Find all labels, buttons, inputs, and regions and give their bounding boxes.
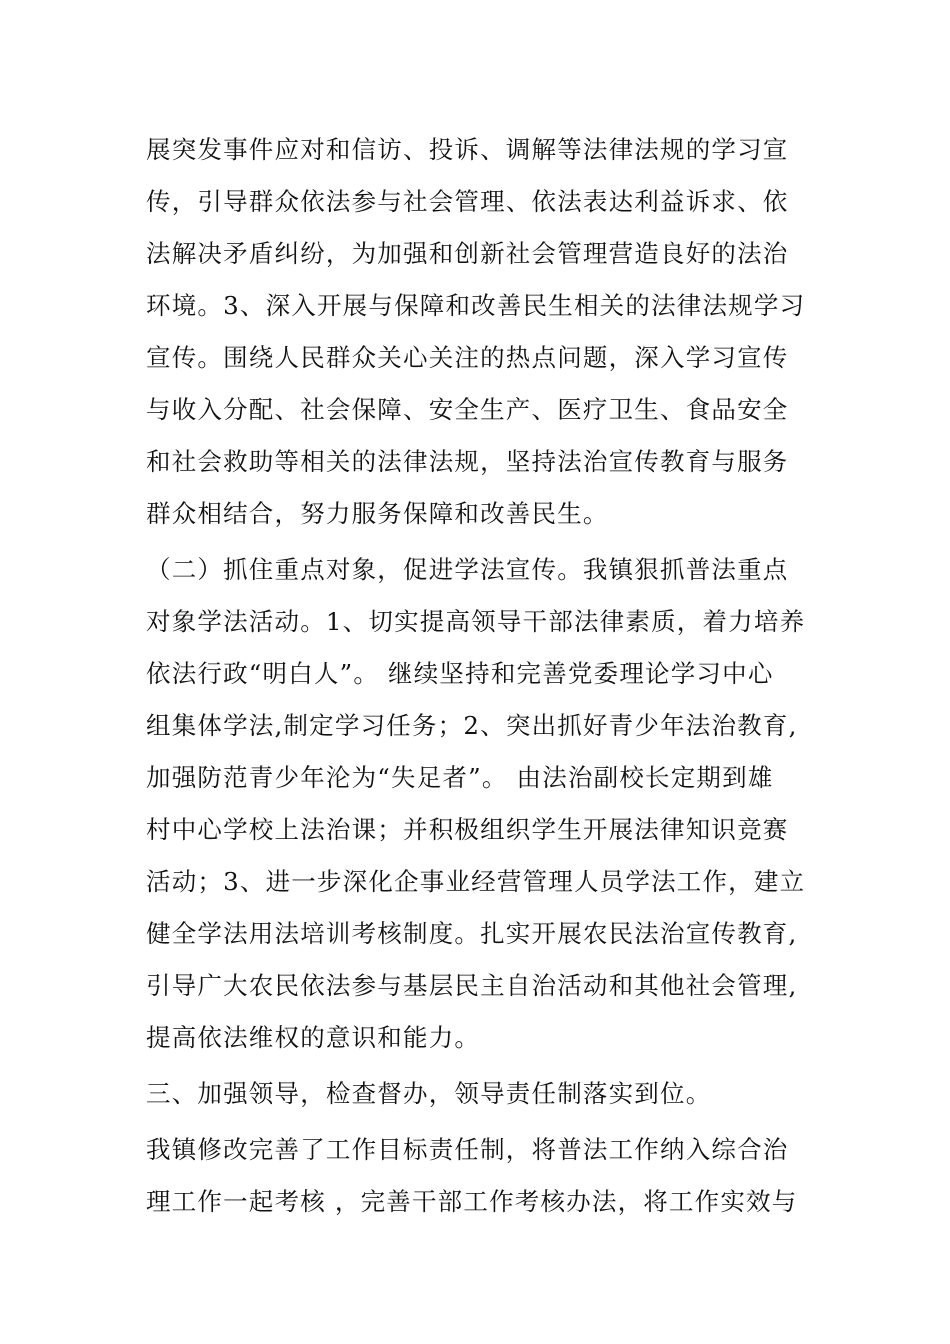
text-line: 理工作一起考核 ，完善干部工作考核办法，将工作实效与	[146, 1187, 798, 1216]
text-line: 活动；3、进一步深化企事业经营管理人员学法工作，建立	[146, 867, 806, 896]
text-line: 法解决矛盾纠纷，为加强和创新社会管理营造良好的法治	[146, 239, 789, 268]
text-line: 加强防范青少年沦为“失足者”。 由法治副校长定期到雄	[146, 763, 774, 792]
text-line: 提高依法维权的意识和能力。	[146, 1023, 481, 1052]
text-line: 传，引导群众依法参与社会管理、依法表达利益诉求、依	[146, 187, 789, 216]
paragraph-heading-line: （二）抓住重点对象，促进学法宣传。我镇狠抓普法重点	[146, 555, 789, 584]
text-line: 引导广大农民依法参与基层民主自治活动和其他社会管理,	[146, 971, 798, 1000]
text-line: 健全学法用法培训考核制度。扎实开展农民法治宣传教育,	[146, 919, 798, 948]
text-line: 我镇修改完善了工作目标责任制，将普法工作纳入综合治	[146, 1135, 789, 1164]
text-line: 依法行政“明白人”。 继续坚持和完善党委理论学习中心	[146, 659, 774, 688]
text-line: 展突发事件应对和信访、投诉、调解等法律法规的学习宣	[146, 135, 789, 164]
text-line: 宣传。围绕人民群众关心关注的热点问题，深入学习宣传	[146, 343, 789, 372]
text-line: 与收入分配、社会保障、安全生产、医疗卫生、食品安全	[146, 395, 789, 424]
text-line: 村中心学校上法治课；并积极组织学生开展法律知识竞赛	[146, 815, 789, 844]
text-line: 对象学法活动。1、切实提高领导干部法律素质，着力培养	[146, 607, 806, 636]
text-line: 环境。3、深入开展与保障和改善民生相关的法律法规学习	[146, 291, 806, 320]
section-heading: 三、加强领导，检查督办，领导责任制落实到位。	[146, 1079, 712, 1108]
text-line: 组集体学法,制定学习任务；2、突出抓好青少年法治教育,	[146, 711, 798, 740]
text-line: 群众相结合，努力服务保障和改善民生。	[146, 499, 609, 528]
text-line: 和社会救助等相关的法律法规，坚持法治宣传教育与服务	[146, 447, 789, 476]
